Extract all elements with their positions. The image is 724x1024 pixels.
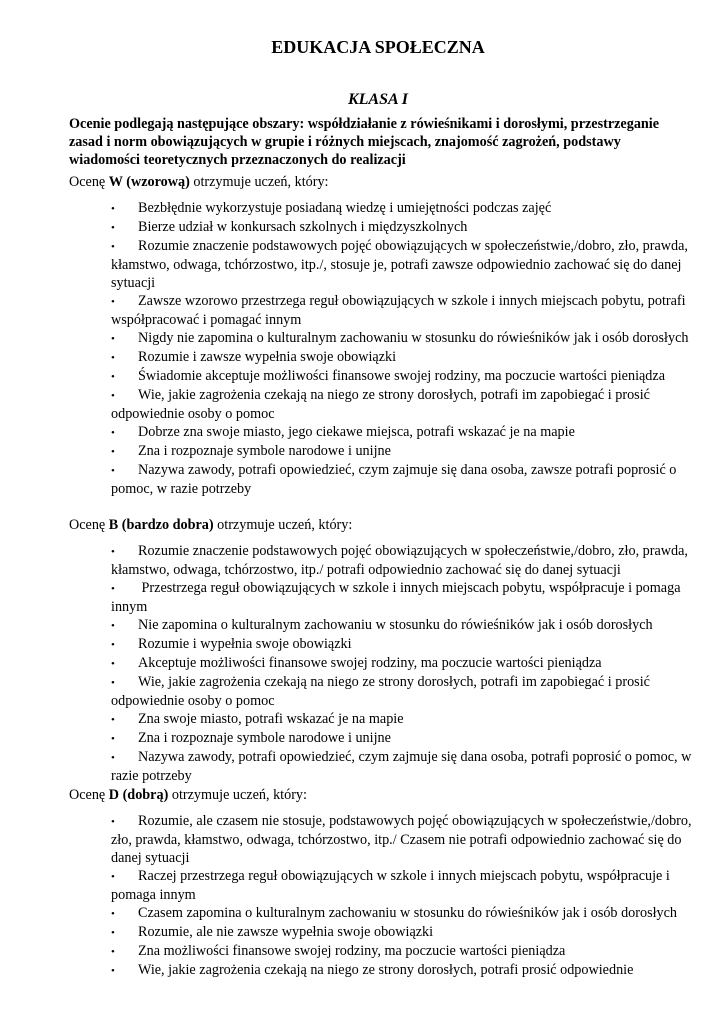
grade-heading-prefix: Ocenę: [69, 174, 109, 190]
bullet-icon: •: [111, 583, 115, 595]
criterion-item: [111, 812, 695, 867]
grade-heading-prefix: Ocenę: [69, 517, 109, 533]
criterion-text: Nigdy nie zapomina o kulturalnym zachowaniu w stosunku do rówieśników jak i osób dorosłych: [138, 330, 689, 346]
criterion-text: Wie, jakie zagrożenia czekają na niego ze strony dorosłych, potrafi im zapobiegać i prosić odpowiednie osoby o pomoc: [111, 674, 650, 709]
grade-section-w: [69, 173, 693, 498]
criterion-text: Wie, jakie zagrożenia czekają na niego ze strony dorosłych, potrafi prosić odpowiednie: [138, 962, 634, 978]
grade-heading-suffix: otrzymuje uczeń, który:: [213, 517, 353, 533]
criterion-item: [111, 673, 695, 710]
criterion-item: [111, 386, 695, 423]
grade-heading: [69, 516, 693, 534]
grade-heading-suffix: otrzymuje uczeń, który:: [189, 174, 329, 190]
bullet-icon: •: [111, 390, 115, 402]
page-title: EDUKACJA SPOŁECZNA: [271, 37, 485, 57]
bullet-icon: •: [111, 677, 115, 689]
criterion-text: Rozumie, ale czasem nie stosuje, podstawowych pojęć obowiązujących w społeczeństwie,/dobro, zło, prawda, kłamstwo, odwaga, tchórzostwo, itp./ Czasem nie potrafi odpowiednio zachować się do danej sytuacji: [111, 813, 692, 866]
bullet-icon: •: [111, 446, 115, 458]
criterion-text: Rozumie, ale nie zawsze wypełnia swoje obowiązki: [138, 924, 434, 940]
criterion-text: Nazywa zawody, potrafi opowiedzieć, czym zajmuje się dana osoba, potrafi poprosić o pomoc, w razie potrzeby: [111, 749, 692, 784]
grade-name: W (wzorową): [108, 174, 190, 190]
class-subtitle: KLASA I: [347, 91, 409, 108]
criterion-text: Nazywa zawody, potrafi opowiedzieć, czym zajmuje się dana osoba, zawsze potrafi poprosić o pomoc, w razie potrzeby: [111, 462, 677, 497]
criterion-item: [111, 867, 695, 904]
criterion-text: Bezbłędnie wykorzystuje posiadaną wiedzę i umiejętności podczas zajęć: [138, 200, 552, 216]
criterion-item: [111, 199, 695, 218]
criterion-item: [111, 579, 695, 616]
criterion-item: [111, 904, 695, 923]
bullet-icon: •: [111, 946, 115, 958]
criterion-item: [111, 923, 695, 942]
bullet-icon: •: [111, 639, 115, 651]
criterion-text: Zawsze wzorowo przestrzega reguł obowiązujących w szkole i innych miejscach pobytu, potrafi współpracować i pomagać innym: [111, 293, 686, 328]
bullet-icon: •: [111, 908, 115, 920]
criterion-text: Zna swoje miasto, potrafi wskazać je na mapie: [138, 711, 404, 727]
bullet-icon: •: [111, 241, 115, 253]
bullet-icon: •: [111, 752, 115, 764]
criterion-item: [111, 442, 695, 461]
criterion-text: Świadomie akceptuje możliwości finansowe swojej rodziny, ma poczucie wartości pieniądza: [138, 368, 665, 384]
bullet-icon: •: [111, 427, 115, 439]
grade-criteria-list: [111, 199, 695, 498]
grade-heading: [69, 173, 693, 191]
bullet-icon: •: [111, 296, 115, 308]
grade-name: B (bardzo dobra): [108, 517, 214, 533]
bullet-icon: •: [111, 965, 115, 977]
criterion-text: Zna i rozpoznaje symbole narodowe i unijne: [138, 443, 391, 459]
assessment-areas-intro: Ocenie podlegają następujące obszary: współdziałanie z rówieśnikami i dorosłymi, przestrzeganie zasad i norm obowiązujących w grupie i różnych miejscach, znajomość zagrożeń, podstawy wiadomości teoretycznych przeznaczonych do realizacji: [69, 116, 660, 168]
criterion-text: Raczej przestrzega reguł obowiązujących w szkole i innych miejscach pobytu, współpracuje i pomaga innym: [111, 868, 670, 903]
grade-criteria-list: [111, 812, 695, 980]
grade-section-d: [69, 786, 693, 980]
bullet-icon: •: [111, 352, 115, 364]
criterion-item: [111, 542, 695, 579]
criterion-item: [111, 710, 695, 729]
criterion-text: Wie, jakie zagrożenia czekają na niego ze strony dorosłych, potrafi im zapobiegać i prosić odpowiednie osoby o pomoc: [111, 387, 650, 422]
bullet-icon: •: [111, 371, 115, 383]
criterion-item: [111, 461, 695, 498]
bullet-icon: •: [111, 465, 115, 477]
criterion-item: [111, 748, 695, 785]
criterion-text: Zna możliwości finansowe swojej rodziny, ma poczucie wartości pieniądza: [138, 943, 566, 959]
bullet-icon: •: [111, 620, 115, 632]
bullet-icon: •: [111, 733, 115, 745]
criterion-text: Rozumie i zawsze wypełnia swoje obowiązki: [138, 349, 397, 365]
criterion-text: Rozumie znaczenie podstawowych pojęć obowiązujących w społeczeństwie,/dobro, zło, prawda, kłamstwo, odwaga, tchórzostwo, itp./, stosuje je, potrafi zawsze odpowiednio zachować się do danej sytuacji: [111, 238, 688, 291]
criterion-item: [111, 635, 695, 654]
criterion-item: [111, 218, 695, 237]
criterion-text: Rozumie znaczenie podstawowych pojęć obowiązujących w społeczeństwie,/dobro, zło, prawda, kłamstwo, odwaga, tchórzostwo, itp./ potrafi odpowiednio zachować się do danej sytuacji: [111, 543, 688, 578]
criterion-text: Czasem zapomina o kulturalnym zachowaniu w stosunku do rówieśników jak i osób dorosłych: [138, 905, 678, 921]
grade-name: D (dobrą): [108, 787, 169, 803]
criterion-text: Nie zapomina o kulturalnym zachowaniu w stosunku do rówieśników jak i osób dorosłych: [138, 617, 653, 633]
bullet-icon: •: [111, 816, 115, 828]
grade-heading-suffix: otrzymuje uczeń, który:: [168, 787, 307, 803]
criterion-item: [111, 348, 695, 367]
criterion-text: Przestrzega reguł obowiązujących w szkole i innych miejscach pobytu, współpracuje i pomaga innym: [111, 580, 681, 615]
bullet-icon: •: [111, 871, 115, 883]
grade-section-b: [69, 516, 693, 785]
criterion-item: [111, 292, 695, 329]
criterion-item: [111, 961, 695, 980]
criterion-item: [111, 237, 695, 292]
criterion-item: [111, 729, 695, 748]
criterion-item: [111, 942, 695, 961]
bullet-icon: •: [111, 546, 115, 558]
grade-criteria-list: [111, 542, 695, 785]
bullet-icon: •: [111, 714, 115, 726]
criterion-item: [111, 367, 695, 386]
criterion-text: Dobrze zna swoje miasto, jego ciekawe miejsca, potrafi wskazać je na mapie: [138, 424, 575, 440]
bullet-icon: •: [111, 927, 115, 939]
criterion-text: Rozumie i wypełnia swoje obowiązki: [138, 636, 352, 652]
criterion-item: [111, 616, 695, 635]
bullet-icon: •: [111, 222, 115, 234]
bullet-icon: •: [111, 203, 115, 215]
criterion-text: Akceptuje możliwości finansowe swojej rodziny, ma poczucie wartości pieniądza: [138, 655, 602, 671]
bullet-icon: •: [111, 333, 115, 345]
criterion-item: [111, 329, 695, 348]
criterion-item: [111, 654, 695, 673]
grade-heading: [69, 786, 693, 804]
bullet-icon: •: [111, 658, 115, 670]
criterion-text: Zna i rozpoznaje symbole narodowe i unijne: [138, 730, 391, 746]
grade-heading-prefix: Ocenę: [69, 787, 109, 803]
criterion-text: Bierze udział w konkursach szkolnych i międzyszkolnych: [138, 219, 468, 235]
criterion-item: [111, 423, 695, 442]
